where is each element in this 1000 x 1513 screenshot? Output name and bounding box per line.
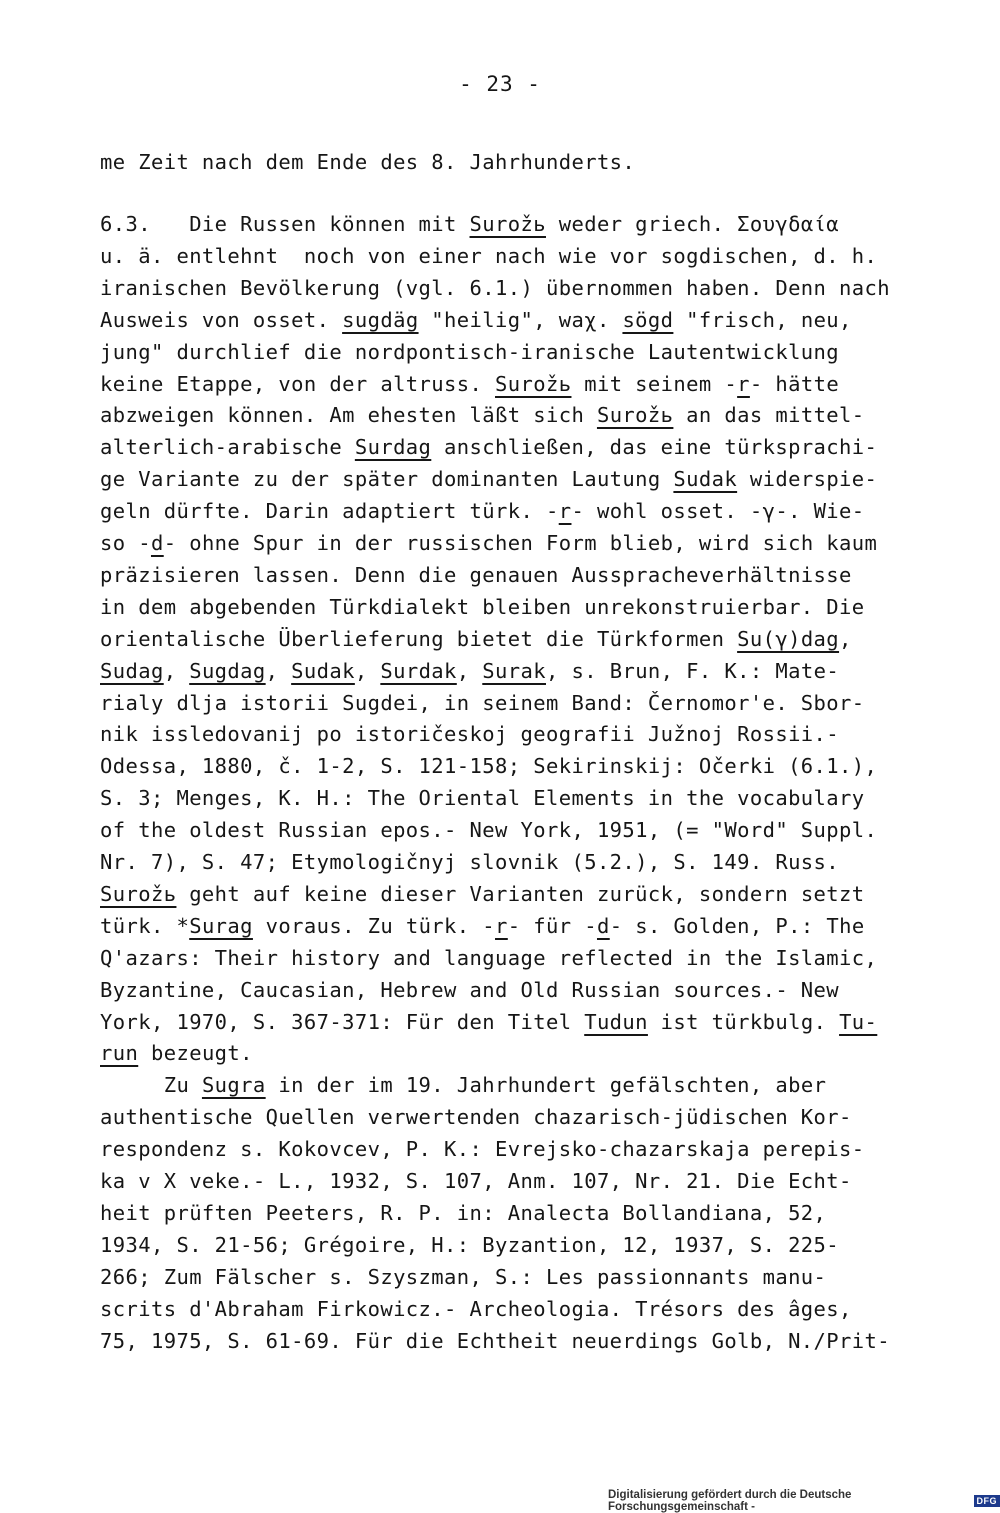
underlined-term: d bbox=[151, 531, 164, 555]
text-segment: u. ä. entlehnt noch von einer nach wie vor sogdischen, d. h. bbox=[100, 244, 877, 268]
text-segment: in dem abgebenden Türkdialekt bleiben unrekonstruierbar. Die bbox=[100, 595, 865, 619]
text-segment: anschließen, das eine türksprachi- bbox=[431, 435, 877, 459]
text-line bbox=[100, 306, 852, 334]
text-segment: 1934, S. 21-56; Grégoire, H.: Byzantion, 12, 1937, S. 225- bbox=[100, 1233, 839, 1257]
text-line bbox=[100, 625, 852, 653]
underlined-term: Sudak bbox=[291, 659, 355, 683]
underlined-term: Surožь bbox=[470, 212, 546, 236]
footer-text: Digitalisierung gefördert durch die Deutsche Forschungsgemeinschaft - bbox=[608, 1489, 971, 1513]
text-segment: rialy dlja istorii Sugdei, in seinem Band: Černomor'e. Sbor- bbox=[100, 691, 865, 715]
text-line bbox=[100, 720, 839, 748]
text-segment: abzweigen können. Am ehesten läßt sich bbox=[100, 403, 597, 427]
text-segment: , s. Brun, F. K.: Mate- bbox=[546, 659, 839, 683]
underlined-term: Sudak bbox=[673, 467, 737, 491]
text-segment: alterlich-arabische bbox=[100, 435, 355, 459]
text-segment: geln dürfte. Darin adaptiert türk. - bbox=[100, 499, 559, 523]
text-line bbox=[100, 848, 839, 876]
text-segment: - für - bbox=[508, 914, 597, 938]
text-segment: , bbox=[457, 659, 482, 683]
text-segment: scrits d'Abraham Firkowicz.- Archeologia. Trésors des âges, bbox=[100, 1297, 852, 1321]
underlined-term: Sugra bbox=[202, 1073, 266, 1097]
text-segment: - s. Golden, P.: The bbox=[610, 914, 865, 938]
text-segment: ge Variante zu der später dominanten Lautung bbox=[100, 467, 673, 491]
text-line bbox=[100, 497, 865, 525]
text-segment: Byzantine, Caucasian, Hebrew and Old Russian sources.- New bbox=[100, 978, 839, 1002]
text-segment: mit seinem - bbox=[571, 372, 737, 396]
underlined-term: Tudun bbox=[584, 1010, 648, 1034]
text-line bbox=[100, 338, 839, 366]
underlined-term: Sugdag bbox=[189, 659, 265, 683]
text-line bbox=[100, 1263, 826, 1291]
text-segment: heit prüften Peeters, R. P. in: Analecta Bollandiana, 52, bbox=[100, 1201, 826, 1225]
text-line bbox=[100, 1327, 890, 1355]
text-line bbox=[100, 1008, 877, 1036]
text-line bbox=[100, 1103, 852, 1131]
underlined-term: r bbox=[559, 499, 572, 523]
text-segment: voraus. Zu türk. - bbox=[253, 914, 495, 938]
text-segment: bezeugt. bbox=[138, 1041, 253, 1065]
text-line bbox=[100, 401, 865, 429]
text-line bbox=[100, 816, 877, 844]
text-segment: Q'azars: Their history and language reflected in the Islamic, bbox=[100, 946, 877, 970]
underlined-term: r bbox=[495, 914, 508, 938]
text-segment: 266; Zum Fälscher s. Szyszman, S.: Les passionnants manu- bbox=[100, 1265, 826, 1289]
text-segment: 6.3. Die Russen können mit bbox=[100, 212, 470, 236]
text-segment: authentische Quellen verwertenden chazarisch-jüdischen Kor- bbox=[100, 1105, 852, 1129]
text-line bbox=[100, 433, 877, 461]
text-line bbox=[100, 593, 865, 621]
text-line bbox=[100, 944, 877, 972]
underlined-term: Su(γ)dag bbox=[737, 627, 839, 651]
footer-credit bbox=[608, 1490, 1000, 1512]
text-segment: York, 1970, S. 367-371: Für den Titel bbox=[100, 1010, 584, 1034]
text-line bbox=[100, 657, 839, 685]
text-segment: me Zeit nach dem Ende des 8. Jahrhunderts. bbox=[100, 150, 635, 174]
underlined-term: Surag bbox=[189, 914, 253, 938]
text-segment: respondenz s. Kokovcev, P. K.: Evrejsko-chazarskaja perepis- bbox=[100, 1137, 865, 1161]
text-segment: präzisieren lassen. Denn die genauen Ausspracheverhältnisse bbox=[100, 563, 852, 587]
text-line bbox=[100, 1071, 826, 1099]
underlined-term: r bbox=[737, 372, 750, 396]
text-segment: keine Etappe, von der altruss. bbox=[100, 372, 495, 396]
text-segment: ist türkbulg. bbox=[648, 1010, 839, 1034]
text-segment: in der im 19. Jahrhundert gefälschten, aber bbox=[266, 1073, 827, 1097]
text-line bbox=[100, 1167, 852, 1195]
text-line bbox=[100, 784, 865, 812]
underlined-term: Surožь bbox=[100, 882, 176, 906]
text-segment: weder griech. Σουγδαία bbox=[546, 212, 839, 236]
text-segment: nik issledovanij po istoričeskoj geografii Južnoj Rossii.- bbox=[100, 722, 839, 746]
text-line bbox=[100, 752, 877, 780]
underlined-term: sugdäg bbox=[342, 308, 418, 332]
text-segment: iranischen Bevölkerung (vgl. 6.1.) übernommen haben. Denn nach bbox=[100, 276, 890, 300]
text-segment: , bbox=[164, 659, 189, 683]
text-segment: - ohne Spur in der russischen Form blieb, wird sich kaum bbox=[164, 531, 878, 555]
text-line bbox=[100, 529, 877, 557]
text-segment: "frisch, neu, bbox=[673, 308, 851, 332]
text-segment: jung" durchlief die nordpontisch-iranische Lautentwicklung bbox=[100, 340, 839, 364]
text-line bbox=[100, 210, 839, 238]
text-segment: so - bbox=[100, 531, 151, 555]
dfg-logo: DFG bbox=[974, 1495, 1000, 1507]
text-line bbox=[100, 561, 852, 589]
underlined-term: d bbox=[597, 914, 610, 938]
underlined-term: Surožь bbox=[495, 372, 571, 396]
underlined-term: Surožь bbox=[597, 403, 673, 427]
text-segment: "heilig", waχ. bbox=[419, 308, 623, 332]
text-line bbox=[100, 370, 839, 398]
text-segment: Nr. 7), S. 47; Etymologičnyj slovnik (5.2.), S. 149. Russ. bbox=[100, 850, 839, 874]
text-segment: 75, 1975, S. 61-69. Für die Echtheit neuerdings Golb, N./Prit- bbox=[100, 1329, 890, 1353]
text-line bbox=[100, 1039, 253, 1067]
underlined-term: Surak bbox=[482, 659, 546, 683]
text-segment: an das mittel- bbox=[673, 403, 864, 427]
underlined-term: run bbox=[100, 1041, 138, 1065]
text-line bbox=[100, 689, 865, 717]
text-segment: widerspie- bbox=[737, 467, 877, 491]
text-line bbox=[100, 1295, 852, 1323]
text-line bbox=[100, 148, 635, 176]
text-segment: ka v X veke.- L., 1932, S. 107, Anm. 107, Nr. 21. Die Echt- bbox=[100, 1169, 852, 1193]
underlined-term: Surdag bbox=[355, 435, 431, 459]
text-segment: orientalische Überlieferung bietet die Türkformen bbox=[100, 627, 737, 651]
text-line bbox=[100, 976, 839, 1004]
text-line bbox=[100, 242, 877, 270]
text-segment: Ausweis von osset. bbox=[100, 308, 342, 332]
text-line bbox=[100, 274, 890, 302]
text-line bbox=[100, 465, 877, 493]
underlined-term: Tu- bbox=[839, 1010, 877, 1034]
text-segment: , bbox=[355, 659, 380, 683]
text-line bbox=[100, 1199, 826, 1227]
text-segment: - wohl osset. -γ-. Wie- bbox=[571, 499, 864, 523]
text-segment: - hätte bbox=[750, 372, 839, 396]
text-segment: Odessa, 1880, č. 1-2, S. 121-158; Sekirinskij: Očerki (6.1.), bbox=[100, 754, 877, 778]
text-segment: of the oldest Russian epos.- New York, 1951, (= "Word" Suppl. bbox=[100, 818, 877, 842]
text-line bbox=[100, 1231, 839, 1259]
text-segment: Zu bbox=[100, 1073, 202, 1097]
text-segment: türk. * bbox=[100, 914, 189, 938]
text-segment: geht auf keine dieser Varianten zurück, sondern setzt bbox=[176, 882, 864, 906]
text-line bbox=[100, 1135, 865, 1163]
page-number: - 23 - bbox=[0, 72, 1000, 96]
underlined-term: sögd bbox=[622, 308, 673, 332]
underlined-term: Surdak bbox=[380, 659, 456, 683]
text-line bbox=[100, 880, 865, 908]
text-segment: , bbox=[839, 627, 852, 651]
text-segment: S. 3; Menges, K. H.: The Oriental Elements in the vocabulary bbox=[100, 786, 865, 810]
underlined-term: Sudag bbox=[100, 659, 164, 683]
text-segment: , bbox=[266, 659, 291, 683]
text-line bbox=[100, 912, 865, 940]
